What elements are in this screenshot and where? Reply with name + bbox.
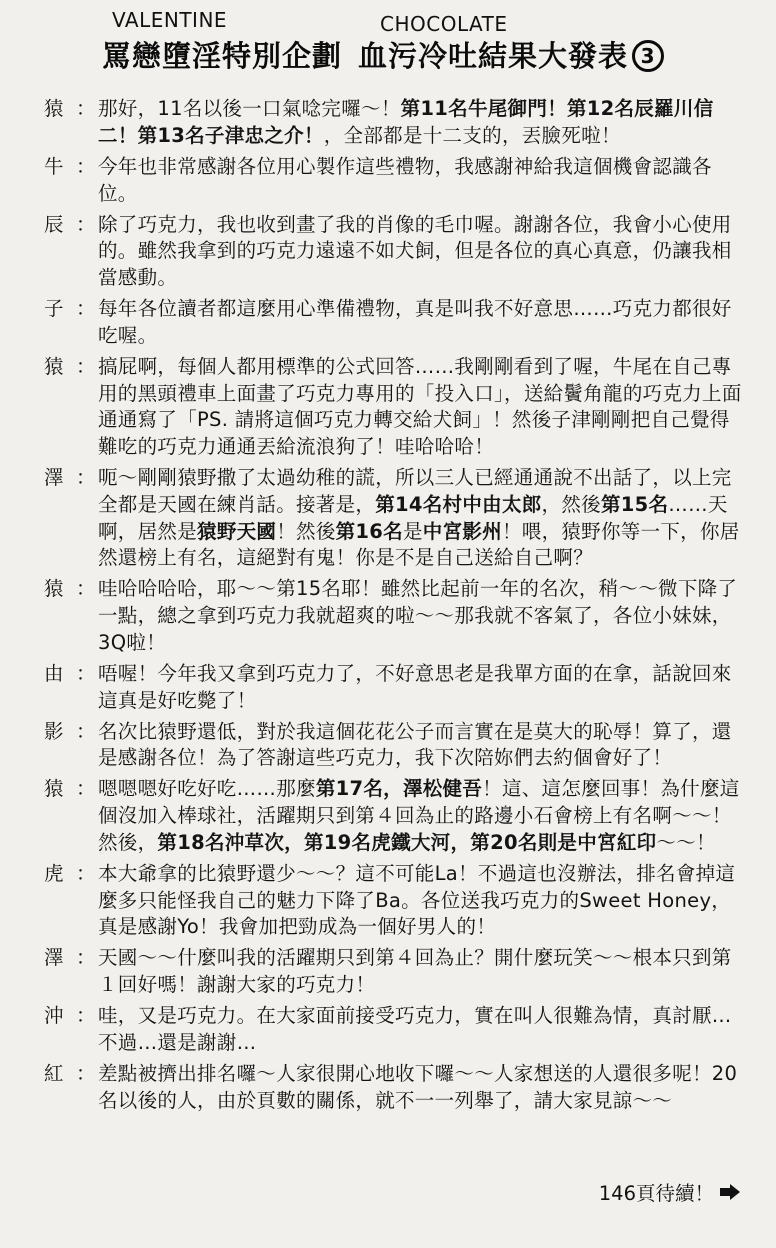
speaker-colon: ： [76,297,96,321]
highlight-text: 第11名牛尾御門！第12名辰羅川信二！第13名子津忠之介！ [98,97,714,147]
speaker-name: 猿 [44,577,64,601]
speaker-colon: ： [76,154,96,178]
text-segment: 搞屁啊，每個人都用標準的公式回答……我剛剛看到了喔，牛尾在自己專用的黑頭禮車上面畫了巧克力專用的「投入口」，送給鬢角龍的巧克力上面通通寫了「PS. 請將這個巧克力轉交給犬飼」！然後子津剛剛把自己覺得難吃的巧克力通通丟給流浪狗了！哇哈哈哈！ [98,354,742,458]
dialogue-text [98,776,744,856]
speaker-colon: ： [76,777,96,801]
text-segment: ……天啊，居然是 [98,492,728,543]
text-segment: 是 [402,519,423,543]
text-segment: 唔喔！今年我又拿到巧克力了，不好意思老是我單方面的在拿，話說回來這真是好吃斃了！ [98,661,732,712]
dialogue-entry [44,661,744,714]
dialogue-text [98,1061,744,1114]
speaker-colon: ： [76,1004,96,1028]
title-part2: 血污冷吐結果大發表 [358,39,629,73]
speaker-colon: ： [76,661,96,685]
dialogue-list [44,96,744,1119]
dialogue-entry [44,576,744,656]
text-segment: 差點被擠出排名囉～人家很開心地收下囉～～人家想送的人還很多呢！20名以後的人，由於頁數的關係，就不一一列舉了，請大家見諒～～ [98,1061,738,1112]
dialogue-text [98,576,744,656]
dialogue-entry [44,96,744,149]
highlight-text: 第14名村中由太郎 [375,492,542,516]
title-part1: 罵戀墮淫特別企劃 [102,39,343,73]
ruby-chocolate: CHOCOLATE [380,12,508,36]
speaker-name: 猿 [44,354,64,378]
speaker-name: 沖 [44,1004,64,1028]
text-segment: 那好，11名以後一口氣唸完囉～！ [98,97,401,120]
dialogue-entry [44,1003,744,1056]
speaker-colon: ： [76,1061,96,1085]
dialogue-text [98,154,744,207]
text-segment: ！這、這怎麼回事！為什麼這個沒加入棒球社，活躍期只到第４回為止的路邊小石會榜上有名啊～～！然後， [98,777,740,854]
dialogue-text [98,465,744,572]
highlight-text: 第17名，澤松健吾 [315,777,483,801]
speaker-name: 紅 [44,1061,64,1085]
dialogue-entry [44,1061,744,1114]
highlight-text: 中宮影州 [422,519,502,543]
page-title [102,34,742,75]
text-segment: ，全部都是十二支的，丟臉死啦！ [323,123,621,147]
text-segment: 每年各位讀者都這麼用心準備禮物，真是叫我不好意思……巧克力都很好吃喔。 [98,297,732,347]
dialogue-entry [44,945,744,998]
text-segment: ～～！ [656,830,716,854]
dialogue-entry [44,296,744,349]
speaker-name: 澤 [44,466,64,490]
speaker-name: 澤 [44,946,64,970]
text-segment: 今年也非常感謝各位用心製作這些禮物，我感謝神給我這個機會認識各位。 [98,154,712,205]
text-segment: ！然後 [276,519,336,543]
title-number-badge: 3 [632,40,664,72]
dialogue-text [98,96,744,149]
dialogue-text [98,1003,744,1056]
text-segment: 名次比猿野還低，對於我這個花花公子而言實在是莫大的恥辱！算了，還是感謝各位！為了答謝這些巧克力，我下次陪妳們去約個會好了！ [98,719,732,770]
text-segment: 哇，又是巧克力。在大家面前接受巧克力，實在叫人很難為情，真討厭…不過…還是謝謝… [98,1004,732,1054]
speaker-colon: ： [76,861,96,885]
speaker-name: 牛 [44,154,64,178]
speaker-colon: ： [76,97,96,120]
highlight-text: 猿野天國 [197,519,277,543]
dialogue-text [98,861,744,941]
dialogue-entry [44,776,744,856]
highlight-text: 第15名 [600,492,669,516]
dialogue-entry [44,465,744,572]
dialogue-text [98,719,744,772]
text-segment: 嗯嗯嗯好吃好吃……那麼 [98,777,316,801]
speaker-name: 猿 [44,97,64,120]
dialogue-text [98,354,744,461]
speaker-name: 影 [44,719,64,743]
speaker-colon: ： [76,719,96,743]
speaker-colon: ： [76,577,96,601]
speaker-name: 虎 [44,861,64,885]
speaker-colon: ： [76,212,96,236]
speaker-name: 猿 [44,777,64,801]
dialogue-entry [44,212,744,292]
speaker-colon: ： [76,946,96,970]
text-segment: 哇哈哈哈哈，耶～～第15名耶！雖然比起前一年的名次，稍～～微下降了一點，總之拿到巧克力我就超爽的啦～～那我就不客氣了，各位小妹妹，3Q啦！ [98,577,738,654]
dialogue-text [98,212,744,292]
text-segment: 除了巧克力，我也收到畫了我的肖像的毛巾喔。謝謝各位，我會小心使用的。雖然我拿到的巧克力遠遠不如犬飼，但是各位的真心真意，仍讓我相當感動。 [98,212,732,289]
arrow-right-icon [720,1184,740,1200]
dialogue-text [98,661,744,714]
speaker-colon: ： [76,466,96,490]
continue-text: 146頁待續！ [598,1182,714,1205]
text-segment: ，然後 [541,492,601,516]
dialogue-text [98,945,744,998]
dialogue-entry [44,719,744,772]
speaker-name: 辰 [44,212,64,236]
dialogue-entry [44,154,744,207]
highlight-text: 第16名 [335,519,403,543]
speaker-name: 子 [44,297,64,321]
text-segment: 本大爺拿的比猿野還少～～？這不可能La！不過這也沒辦法，排名會掉這麼多只能怪我自己的魅力下降了Ba。各位送我巧克力的Sweet Honey，真是感謝Yo！我會加把勁成為一個好男人的！ [98,861,736,939]
highlight-text: 第18名沖草次，第19名虎鐵大河，第20名則是中宮紅印 [157,830,657,854]
dialogue-entry [44,861,744,941]
ruby-valentine: VALENTINE [112,8,228,32]
text-segment: 天國～～什麼叫我的活躍期只到第４回為止？開什麼玩笑～～根本只到第１回好嗎！謝謝大家的巧克力！ [98,946,732,997]
text-segment: 呃～剛剛猿野撒了太過幼稚的謊，所以三人已經通通說不出話了，以上完全都是天國在練肖話。接著是， [98,466,732,516]
continue-note [599,1178,740,1206]
dialogue-text [98,296,744,349]
dialogue-entry [44,354,744,461]
speaker-name: 由 [44,661,64,685]
page-header [0,0,776,80]
speaker-colon: ： [76,354,96,378]
text-segment: ！喂，猿野你等一下，你居然還榜上有名，這絕對有鬼！你是不是自己送給自己啊？ [98,519,740,570]
